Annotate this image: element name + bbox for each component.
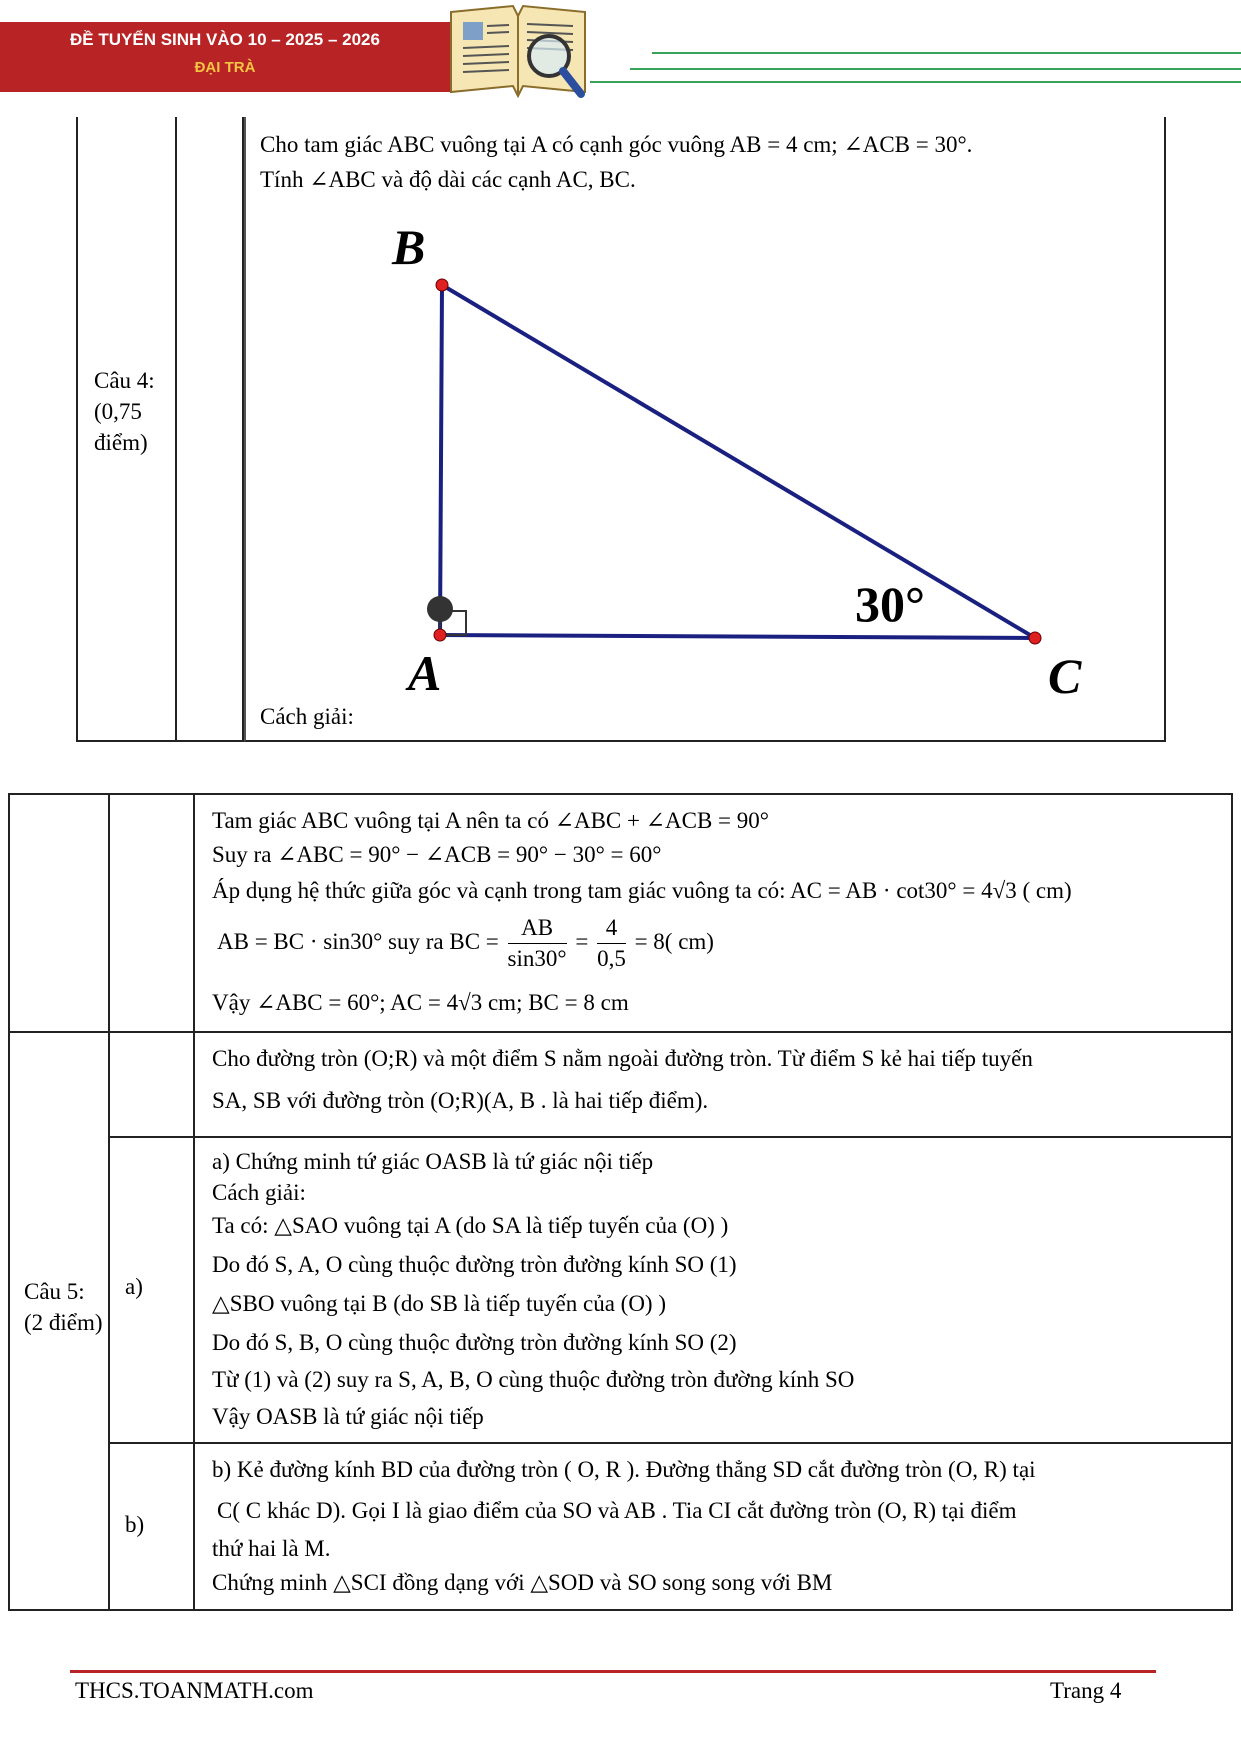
side-ab xyxy=(440,285,442,635)
q5-intro-content xyxy=(195,1033,1233,1138)
q5-b-line4: Chứng minh △SCI đồng dạng với △SOD và SO song song với BM xyxy=(212,1570,833,1595)
footer-site[interactable]: THCS.TOANMATH.com xyxy=(75,1678,314,1703)
q5-intro-line2: SA, SB với đường tròn (O;R)(A, B . là hai tiếp điểm). xyxy=(212,1088,709,1113)
q5-intro-line1: Cho đường tròn (O;R) và một điểm S nằm ngoài đường tròn. Từ điểm S kẻ hai tiếp tuyến xyxy=(212,1046,1033,1071)
q4-problem-line2: Tính ∠ABC và độ dài các cạnh AC, BC. xyxy=(260,167,636,192)
equals-sign: = xyxy=(575,928,589,954)
sol-col1 xyxy=(8,793,110,1033)
sol-line2: Suy ra ∠ABC = 90° − ∠ACB = 90° − 30° = 60° xyxy=(212,842,662,867)
q5-intro-col2 xyxy=(108,1033,195,1138)
sol-line5: Vậy ∠ABC = 60°; AC = 4√3 cm; BC = 8 cm xyxy=(212,990,629,1015)
header-title: ĐỀ TUYỂN SINH VÀO 10 – 2025 – 2026 xyxy=(70,30,380,49)
q5-a-label-cell xyxy=(108,1136,195,1444)
q5-a-line6: Do đó S, B, O cùng thuộc đường tròn đường kính SO (2) xyxy=(212,1330,737,1355)
sol-line4-right: = 8( cm) xyxy=(634,928,714,954)
q5-b-label: b) xyxy=(125,1512,145,1537)
point-c xyxy=(1029,632,1041,644)
q5-a-line2: Cách giải: xyxy=(212,1180,306,1205)
q5-a-line5: △SBO vuông tại B (do SB là tiếp tuyến của (O) ) xyxy=(212,1291,666,1316)
q5-b-content xyxy=(195,1442,1233,1609)
angle-c-label: 30° xyxy=(855,576,925,632)
frac1-numerator: AB xyxy=(508,913,567,944)
q4-sub-cell xyxy=(177,117,244,742)
vertex-a-label: A xyxy=(408,645,442,701)
sol-line4 xyxy=(217,913,714,974)
point-a xyxy=(434,629,446,641)
q5-a-line8: Vậy OASB là tứ giác nội tiếp xyxy=(212,1404,484,1429)
vertex-b-label: B xyxy=(392,219,426,275)
q5-a-line4: Do đó S, A, O cùng thuộc đường tròn đường kính SO (1) xyxy=(212,1252,737,1277)
q5-a-line3: Ta có: △SAO vuông tại A (do SA là tiếp tuyến của (O) ) xyxy=(212,1213,729,1238)
footer-divider xyxy=(70,1670,1156,1673)
footer-page-number: Trang 4 xyxy=(1050,1678,1122,1703)
frac1-denominator: sin30° xyxy=(507,946,567,971)
q5-b-line1: b) Kẻ đường kính BD của đường tròn ( O, R ). Đường thẳng SD cắt đường tròn (O, R) tại xyxy=(212,1457,1036,1482)
q5-label: Câu 5: (2 điểm) xyxy=(24,1279,103,1335)
q4-label: Câu 4: (0,75 điểm) xyxy=(94,368,155,455)
sol-line3: Áp dụng hệ thức giữa góc và cạnh trong tam giác vuông ta có: AC = AB · cot30° = 4√3 ( cm) xyxy=(212,878,1072,903)
fraction-ab-sin30 xyxy=(508,913,567,974)
q5-b-line3: thứ hai là M. xyxy=(212,1536,331,1561)
sol-line1: Tam giác ABC vuông tại A nên ta có ∠ABC + ∠ACB = 90° xyxy=(212,808,769,833)
q4-label-cell xyxy=(76,117,177,742)
vertex-c-label: C xyxy=(1048,648,1082,704)
angle-a-marker xyxy=(427,596,453,622)
q5-a-label: a) xyxy=(125,1274,143,1299)
header-band xyxy=(0,22,450,92)
frac2-denominator: 0,5 xyxy=(597,946,626,971)
q5-a-line1: a) Chứng minh tứ giác OASB là tứ giác nội tiếp xyxy=(212,1149,654,1174)
side-ac xyxy=(440,635,1035,638)
q5-b-line2: C( C khác D). Gọi I là giao điểm của SO và AB . Tia CI cắt đường tròn (O, R) tại điểm xyxy=(217,1498,1017,1523)
frac2-numerator: 4 xyxy=(597,913,626,944)
q4-solution-label: Cách giải: xyxy=(260,704,354,729)
header-lines xyxy=(590,48,1241,88)
q5-b-label-cell xyxy=(108,1442,195,1609)
sol-content xyxy=(195,793,1233,1033)
q5-a-content xyxy=(195,1136,1233,1444)
q5-label-cell xyxy=(8,1033,110,1609)
q5-a-line7: Từ (1) và (2) suy ra S, A, B, O cùng thuộc đường tròn đường kính SO xyxy=(212,1367,855,1392)
q4-problem-line1: Cho tam giác ABC vuông tại A có cạnh góc vuông AB = 4 cm; ∠ACB = 30°. xyxy=(260,132,973,157)
point-b xyxy=(436,279,448,291)
triangle-figure xyxy=(380,215,1080,715)
side-bc xyxy=(442,285,1035,638)
fraction-4-05 xyxy=(597,913,626,974)
sol-col2 xyxy=(108,793,195,1033)
sol-line4-left: AB = BC · sin30° suy ra BC = xyxy=(217,928,499,954)
header-subtitle: ĐẠI TRÀ xyxy=(194,59,256,76)
book-magnifier-icon xyxy=(443,0,593,104)
